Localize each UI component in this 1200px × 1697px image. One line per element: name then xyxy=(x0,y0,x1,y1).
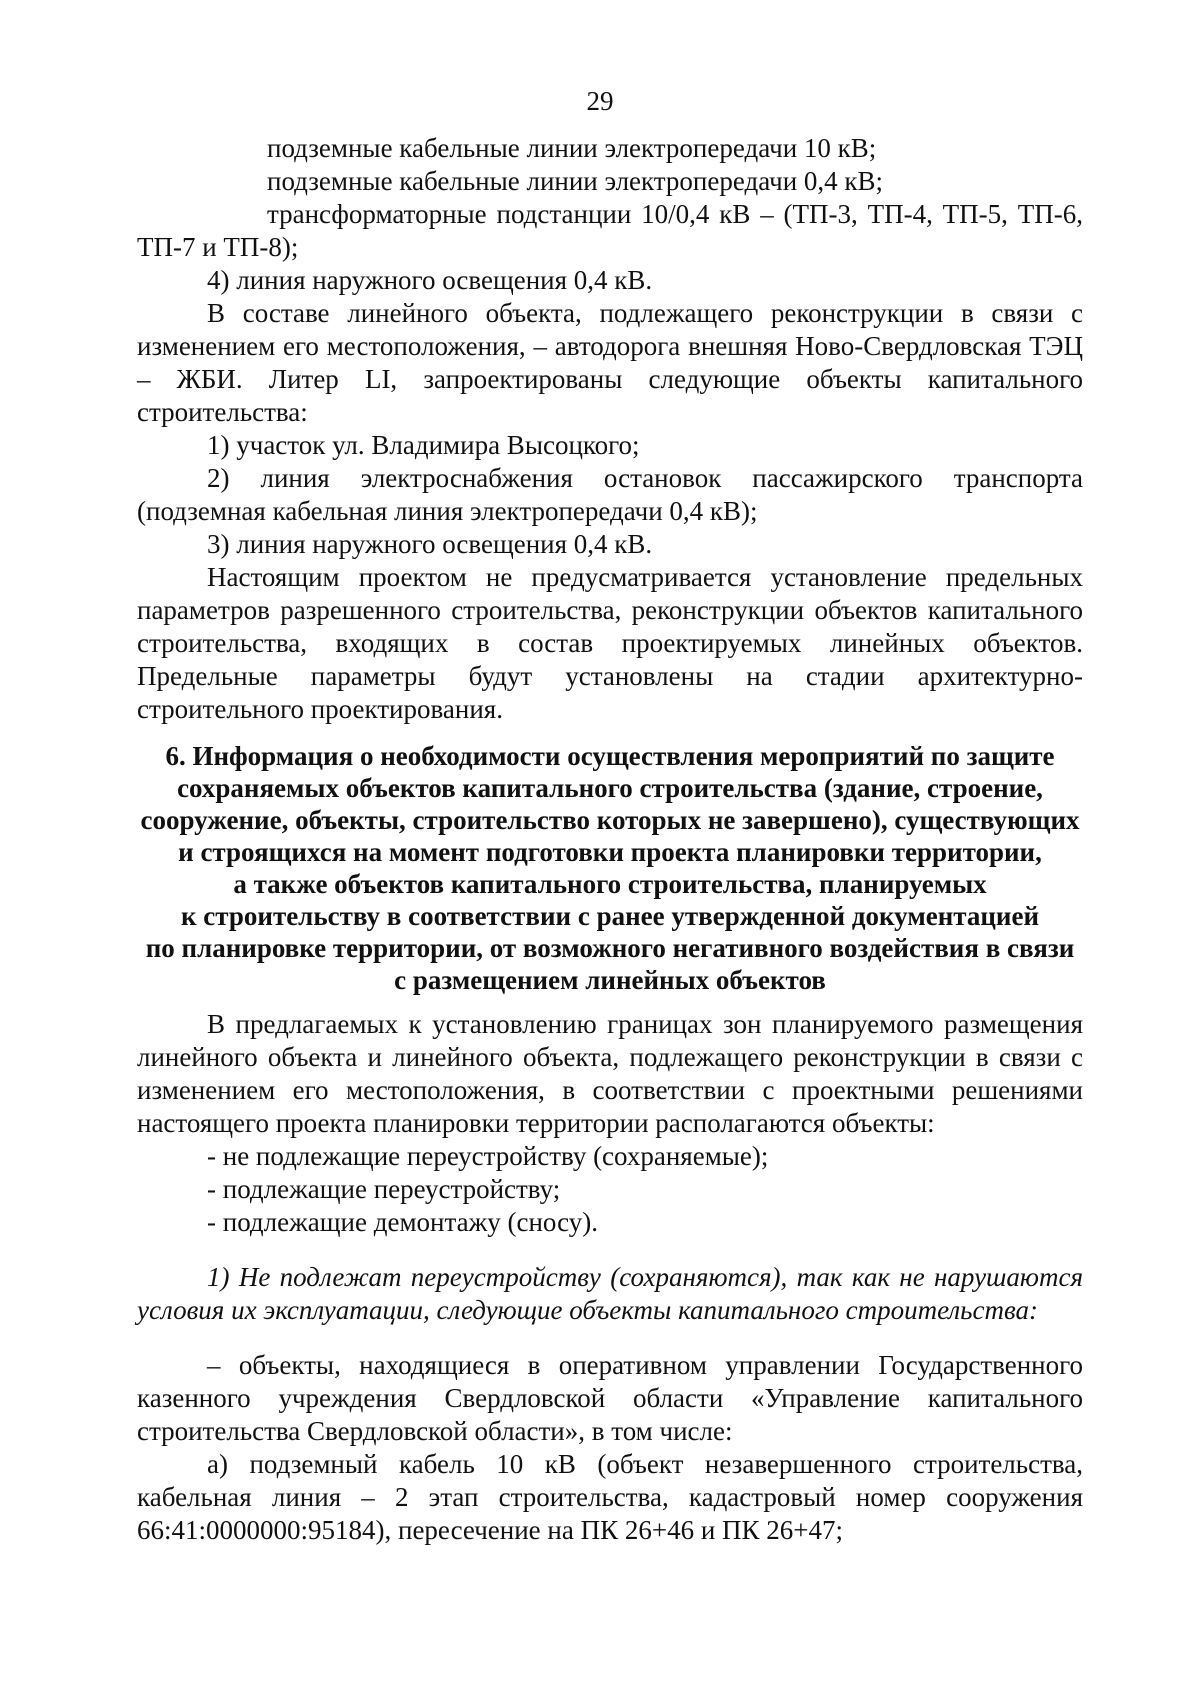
paragraph: В составе линейного объекта, подлежащего реконструкции в связи с изменением его местоположения, – автодорога внешняя Ново-Свердловская ТЭЦ – ЖБИ. Литер LI, запроектированы следующие объекты капитального строительства: xyxy=(137,298,1083,427)
list-item: - подлежащие демонтажу (сносу). xyxy=(207,1207,598,1237)
document-body xyxy=(137,132,1083,1547)
list-item: трансформаторные подстанции 10/0,4 кВ – (ТП-3, ТП-4, ТП-5, ТП-6, ТП-7 и ТП-8); xyxy=(137,199,1083,262)
paragraph: Настоящим проектом не предусматривается установление предельных параметров разрешенного строительства, реконструкции объектов капитального строительства, входящих в состав проектируемых линейных объектов. Предельные параметры будут установлены на стадии архитектурно-строительного проектирования. xyxy=(137,562,1083,724)
heading-line: к строительству в соответствии с ранее утвержденной документацией xyxy=(180,901,1039,931)
heading-line: и строящихся на момент подготовки проекта планировки территории, xyxy=(178,837,1042,867)
list-item: - не подлежащие переустройству (сохраняемые); xyxy=(207,1141,769,1171)
list-item: 4) линия наружного освещения 0,4 кВ. xyxy=(207,265,653,295)
heading-line: а также объектов капитального строительства, планируемых xyxy=(233,869,987,899)
heading-line: с размещением линейных объектов xyxy=(394,965,826,995)
heading-line: сооружение, объекты, строительство которых не завершено), существующих xyxy=(140,805,1080,835)
list-item: 2) линия электроснабжения остановок пассажирского транспорта (подземная кабельная линия электропередачи 0,4 кВ); xyxy=(137,463,1083,526)
page-number: 29 xyxy=(586,86,614,116)
list-item: 3) линия наружного освещения 0,4 кВ. xyxy=(207,529,653,559)
paragraph: В предлагаемых к установлению границах зон планируемого размещения линейного объекта и линейного объекта, подлежащего реконструкции в связи с изменением его местоположения, в соответствии с проектными решениями настоящего проекта планировки территории располагаются объекты: xyxy=(137,1009,1083,1138)
paragraph: – объекты, находящиеся в оперативном управлении Государственного казенного учреждения Свердловской области «Управление капитального строительства Свердловской области», в том числе: xyxy=(137,1350,1083,1446)
paragraph: а) подземный кабель 10 кВ (объект незавершенного строительства, кабельная линия – 2 этап строительства, кадастровый номер сооружения 66:41:0000000:95184), пересечение на ПК 26+46 и ПК 26+47; xyxy=(137,1449,1083,1545)
list-item: - подлежащие переустройству; xyxy=(207,1174,561,1204)
list-item: подземные кабельные линии электропередачи 10 кВ; xyxy=(267,133,877,163)
list-item: 1) участок ул. Владимира Высоцкого; xyxy=(207,430,640,460)
section-heading xyxy=(137,740,1083,996)
heading-line: 6. Информация о необходимости осуществления мероприятий по защите xyxy=(165,741,1055,771)
heading-line: по планировке территории, от возможного негативного воздействия в связи xyxy=(145,933,1075,963)
list-item: подземные кабельные линии электропередачи 0,4 кВ; xyxy=(267,166,884,196)
italic-paragraph: 1) Не подлежат переустройству (сохраняются), так как не нарушаются условия их эксплуатации, следующие объекты капитального строительства: xyxy=(137,1262,1083,1325)
heading-line: сохраняемых объектов капитального строительства (здание, строение, xyxy=(177,773,1043,803)
